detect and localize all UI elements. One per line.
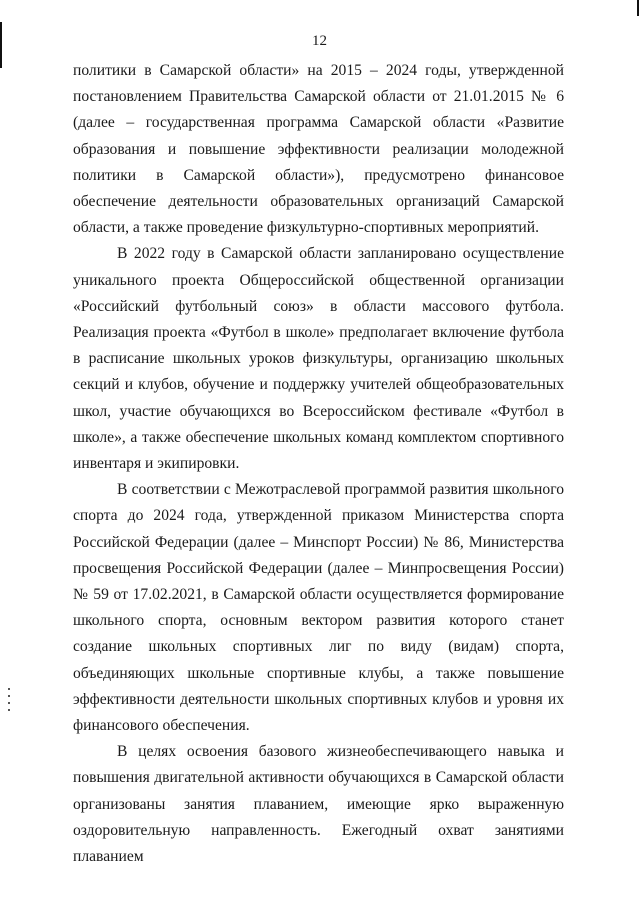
paragraph-school-sport-program: В соответствии с Межотраслевой программой развития школьного спорта до 2024 года, утвержденной приказом Министерства спорта Российской Федерации (далее – Минспорт России) № 86, Министерства просвещения Российской Федерации (далее – Минпросвещения России) № 59 от 17.02.2021, в Самарской области осуществляется формирование школьного спорта, основным вектором развития которого станет создание школьных спортивных лиг по виду (видам) спорта, объединяющих школьные спортивные клубы, а также повышение эффективности деятельности школьных спортивных клубов и уровня их финансового обеспечения.	[73, 481, 564, 735]
paragraph-continued: политики в Самарской области» на 2015 – 2024 годы, утвержденной постановлением Правительства Самарской области от 21.01.2015 № 6 (далее – государственная программа Самарской области «Развитие образования и повышение эффективности реализации молодежной политики в Самарской области»), предусмотрено финансовое обеспечение деятельности образовательных организаций Самарской области, а также проведение физкультурно-спортивных мероприятий.	[73, 62, 564, 237]
scan-speckle-marks	[6, 688, 12, 718]
paragraph-football-project: В 2022 году в Самарской области запланировано осуществление уникального проекта Общероссийской общественной организации «Российский футбольный союз» в области массового футбола. Реализация проекта «Футбол в школе» предполагает включение футбола в расписание школьных уроков физкультуры, организацию школьных секций и клубов, обучение и поддержку учителей общеобразовательных школ, участие обучающихся во Всероссийском фестивале «Футбол в школе», а также обеспечение школьных команд комплектом спортивного инвентаря и экипировки.	[73, 245, 564, 473]
page-number: 12	[312, 33, 327, 49]
paragraph-swimming: В целях освоения базового жизнеобеспечивающего навыка и повышения двигательной активности обучающихся в Самарской области организованы занятия плаванием, имеющие ярко выраженную оздоровительную направленность. Ежегодный охват занятиями плаванием	[73, 743, 564, 866]
document-body	[73, 58, 564, 870]
